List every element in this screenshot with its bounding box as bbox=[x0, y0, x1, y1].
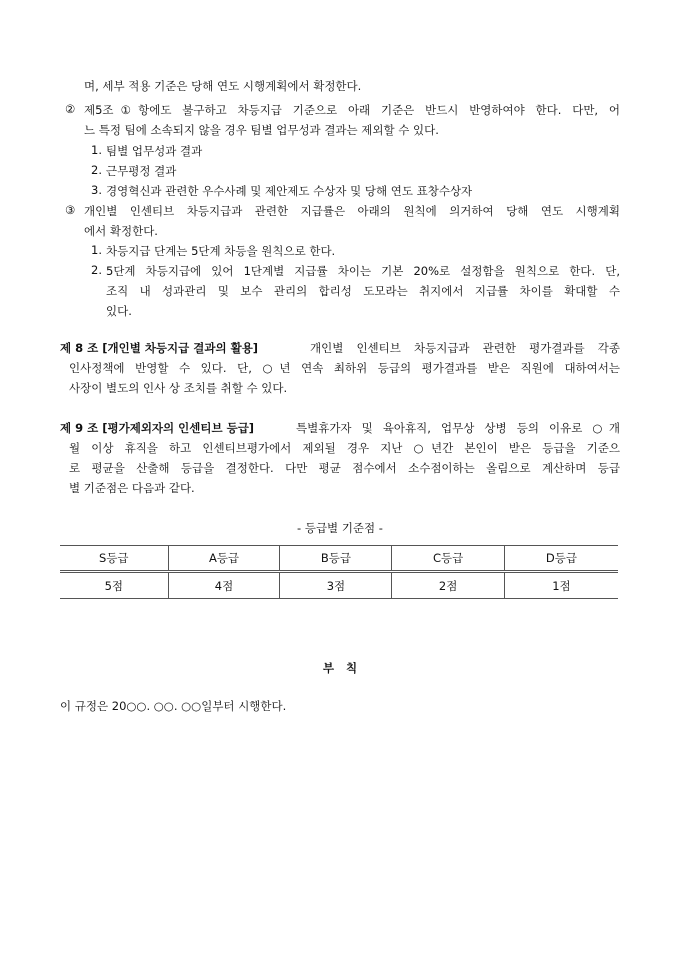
table-header-cell: S등급 bbox=[60, 546, 168, 572]
clause-2-item-text: 팀별 업무성과 결과 bbox=[106, 144, 203, 158]
clause-2-item-text: 경영혁신과 관련한 우수사례 및 제안제도 수상자 및 당해 연도 표창수상자 bbox=[106, 184, 473, 198]
appendix-title bbox=[0, 660, 680, 676]
clause-3-item-text: 차등지급 단계는 5단계 차등을 원칙으로 한다. bbox=[106, 244, 336, 258]
table-cell: 3점 bbox=[280, 572, 392, 599]
article-9-heading-text: 제 9 조 [평가제외자의 인센티브 등급] bbox=[60, 421, 255, 435]
grade-table bbox=[60, 545, 618, 599]
table-caption: - 등급별 기준점 - bbox=[297, 521, 383, 535]
table-cell: 5점 bbox=[60, 572, 168, 599]
clause-3-item-2-line-3: 있다. bbox=[106, 304, 132, 318]
clause-3-line-1: 개인별 인센티브 차등지급과 관련한 지급률은 아래의 원칙에 의거하여 당해 연도 시행계획 bbox=[84, 204, 620, 218]
clause-2-item-text: 근무평정 결과 bbox=[106, 164, 177, 178]
table-cell: 1점 bbox=[504, 572, 618, 599]
table-row bbox=[60, 572, 618, 599]
article-9-heading bbox=[60, 420, 254, 436]
table-header-cell: D등급 bbox=[504, 546, 618, 572]
article-9-line-3: 로 평균을 산출해 등급을 결정한다. 다만 평균 점수에서 소수점이하는 올림으로 계산하며 등급 bbox=[69, 461, 620, 475]
clause-2-marker: ② bbox=[65, 102, 76, 116]
article-8-line-1: 개인별 인센티브 차등지급과 관련한 평가결과를 각종 bbox=[310, 341, 620, 355]
article-8-line-3: 사장이 별도의 인사 상 조치를 취할 수 있다. bbox=[69, 381, 288, 395]
table-header-cell: A등급 bbox=[168, 546, 280, 572]
table-cell: 4점 bbox=[168, 572, 280, 599]
article-8-line-2: 인사정책에 반영할 수 있다. 단, ○년 연속 최하위 등급의 평가결과를 받은 직원에 대하여서는 bbox=[69, 361, 620, 375]
clause-3-item-num: 1. bbox=[91, 243, 102, 257]
clause-3-item-num: 2. bbox=[91, 263, 102, 277]
table-header-cell: C등급 bbox=[392, 546, 504, 572]
paragraph-continuation: 며, 세부 적용 기준은 당해 연도 시행계획에서 확정한다. bbox=[84, 79, 362, 93]
table-cell: 2점 bbox=[392, 572, 504, 599]
clause-2-item-num: 3. bbox=[91, 183, 102, 197]
article-9-line-1: 특별휴가자 및 육아휴직, 업무상 상병 등의 이유로 ○개 bbox=[296, 421, 620, 435]
clause-2-item-num: 1. bbox=[91, 143, 102, 157]
appendix-title-text: 부 칙 bbox=[322, 661, 358, 675]
article-8-heading-text: 제 8 조 [개인별 차등지급 결과의 활용] bbox=[60, 341, 259, 355]
clause-2-line-1: 제5조①항에도 불구하고 차등지급 기준으로 아래 기준은 반드시 반영하여야 한다. 다만, 어 bbox=[84, 103, 620, 117]
clause-2-item-num: 2. bbox=[91, 163, 102, 177]
article-9-line-4: 별 기준점은 다음과 같다. bbox=[69, 481, 195, 495]
appendix-text: 이 규정은 20○○. ○○. ○○일부터 시행한다. bbox=[60, 699, 287, 713]
clause-2-line-2: 느 특정 팀에 소속되지 않을 경우 팀별 업무성과 결과는 제외할 수 있다. bbox=[84, 123, 439, 137]
article-8-heading bbox=[60, 340, 258, 356]
clause-3-item-2-line-2: 조직 내 성과관리 및 보수 관리의 합리성 도모라는 취지에서 지급률 차이를 확대할 수 bbox=[106, 284, 620, 298]
clause-3-marker: ③ bbox=[65, 203, 76, 217]
table-header-row bbox=[60, 546, 618, 572]
table-header-cell: B등급 bbox=[280, 546, 392, 572]
clause-3-item-2-line-1: 5단계 차등지급에 있어 1단계별 지급률 차이는 기본 20%로 설정함을 원칙으로 한다. 단, bbox=[106, 264, 620, 278]
clause-3-line-2: 에서 확정한다. bbox=[84, 224, 158, 238]
article-9-line-2: 월 이상 휴직을 하고 인센티브평가에서 제외될 경우 지난 ○년간 본인이 받은 등급을 기준으 bbox=[69, 441, 620, 455]
